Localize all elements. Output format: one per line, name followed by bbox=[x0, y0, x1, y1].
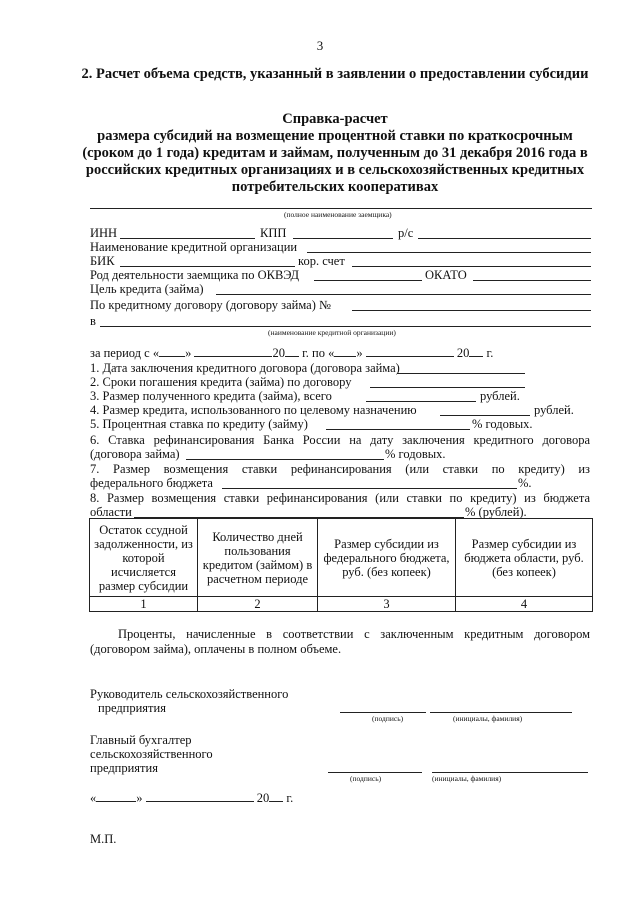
contract-label: По кредитному договору (договору займа) № bbox=[90, 298, 331, 312]
period-year1-field[interactable] bbox=[285, 346, 299, 357]
accountant-sign-caption: (подпись) bbox=[350, 774, 382, 783]
period-line bbox=[90, 346, 493, 360]
period-quote1: » bbox=[185, 346, 192, 360]
period-month2-field[interactable] bbox=[366, 346, 454, 357]
kor-field[interactable] bbox=[352, 266, 591, 267]
okato-field[interactable] bbox=[473, 280, 591, 281]
kpp-label: КПП bbox=[260, 226, 287, 240]
head-title-1: Руководитель сельскохозяйственного bbox=[90, 687, 289, 701]
column-number: 3 bbox=[318, 597, 456, 612]
stamp-place: М.П. bbox=[90, 832, 117, 846]
item-7-unit: %. bbox=[518, 476, 532, 490]
purpose-label: Цель кредита (займа) bbox=[90, 282, 204, 296]
interest-paid-note: Проценты, начисленные в соответствии с заключенным кредитным договором (договором займа), оплачены в полном объеме. bbox=[90, 627, 590, 656]
period-suffix: г. bbox=[486, 346, 494, 360]
title-line-1: Справка-расчет bbox=[282, 111, 388, 127]
item-6-unit: % годовых. bbox=[385, 447, 446, 461]
bik-field[interactable] bbox=[120, 266, 295, 267]
period-month1-field[interactable] bbox=[194, 346, 272, 357]
kpp-field[interactable] bbox=[293, 238, 393, 239]
head-signature-field[interactable] bbox=[340, 712, 426, 713]
okved-label: Род деятельности заемщика по ОКВЭД bbox=[90, 268, 300, 282]
item-4-field[interactable] bbox=[440, 415, 530, 416]
period-prefix: за период с « bbox=[90, 346, 160, 360]
item-8: 8. Размер возмещения ставки рефинансирования (или ставки по кредиту) из бюджета bbox=[90, 491, 590, 505]
date-year: 20 bbox=[256, 791, 270, 805]
accountant-name-field[interactable] bbox=[432, 772, 588, 773]
item-3-unit: рублей. bbox=[480, 389, 520, 403]
item-7: 7. Размер возмещения ставки рефинансирования (или ставки по кредиту) из bbox=[90, 462, 590, 476]
item-8-cont: области bbox=[90, 505, 132, 519]
accountant-title-1: Главный бухгалтер bbox=[90, 733, 192, 747]
date-year-field[interactable] bbox=[269, 791, 283, 802]
item-2: 2. Сроки погашения кредита (займа) по договору bbox=[90, 375, 352, 389]
inn-field[interactable] bbox=[120, 238, 255, 239]
period-year2-field[interactable] bbox=[469, 346, 483, 357]
date-quote-close: » bbox=[136, 791, 143, 805]
subsidy-table bbox=[89, 518, 593, 612]
column-number: 2 bbox=[198, 597, 318, 612]
item-5: 5. Процентная ставка по кредиту (займу) bbox=[90, 417, 308, 431]
accountant-title-2: сельскохозяйственного bbox=[90, 747, 213, 761]
borrower-name-line[interactable] bbox=[90, 208, 592, 209]
period-mid: г. по « bbox=[302, 346, 335, 360]
credit-org-name-field[interactable] bbox=[100, 326, 591, 327]
header-loan-balance: Остаток ссудной задолженности, из которой исчисляется размер субсидии bbox=[90, 519, 198, 597]
contract-field[interactable] bbox=[352, 310, 591, 311]
accountant-title-3: предприятия bbox=[90, 761, 158, 775]
head-sign-caption: (подпись) bbox=[372, 714, 404, 723]
accountant-name-caption: (инициалы, фамилия) bbox=[432, 774, 502, 783]
column-number: 1 bbox=[90, 597, 198, 612]
item-4-unit: рублей. bbox=[534, 403, 574, 417]
item-6: 6. Ставка рефинансирования Банка России на дату заключения кредитного договора bbox=[90, 433, 590, 447]
section-heading: 2. Расчет объема средств, указанный в заявлении о предоставлении субсидии bbox=[81, 66, 589, 82]
rs-field[interactable] bbox=[418, 238, 591, 239]
item-5-unit: % годовых. bbox=[472, 417, 533, 431]
accountant-signature-field[interactable] bbox=[328, 772, 422, 773]
header-federal-subsidy: Размер субсидии из федерального бюджета, руб. (без копеек) bbox=[318, 519, 456, 597]
item-7-field[interactable] bbox=[222, 488, 517, 489]
credit-org-field[interactable] bbox=[307, 252, 591, 253]
period-year2: 20 bbox=[456, 346, 470, 360]
period-day2-field[interactable] bbox=[334, 346, 356, 357]
item-4: 4. Размер кредита, использованного по целевому назначению bbox=[90, 403, 417, 417]
signature-date bbox=[90, 791, 293, 805]
okato-label: ОКАТО bbox=[425, 268, 467, 282]
in-label: в bbox=[90, 314, 96, 328]
bik-label: БИК bbox=[90, 254, 115, 268]
okved-field[interactable] bbox=[314, 280, 422, 281]
date-month-field[interactable] bbox=[146, 791, 254, 802]
period-year1: 20 bbox=[272, 346, 285, 360]
date-quote-open: « bbox=[90, 791, 97, 805]
item-1-field[interactable] bbox=[397, 373, 525, 374]
item-3-field[interactable] bbox=[366, 401, 476, 402]
period-day1-field[interactable] bbox=[159, 346, 185, 357]
page-number: 3 bbox=[316, 38, 324, 53]
date-suffix: г. bbox=[286, 791, 294, 805]
borrower-caption: (полное наименование заемщика) bbox=[284, 210, 392, 219]
item-6-field[interactable] bbox=[186, 459, 384, 460]
credit-org-caption: (наименование кредитной организации) bbox=[268, 328, 396, 337]
kor-label: кор. счет bbox=[298, 254, 345, 268]
item-7-cont: федерального бюджета bbox=[90, 476, 213, 490]
head-title-2: предприятия bbox=[98, 701, 166, 715]
item-8-unit: % (рублей). bbox=[465, 505, 527, 519]
period-quote2: » bbox=[356, 346, 363, 360]
item-5-field[interactable] bbox=[326, 429, 470, 430]
document-title bbox=[80, 111, 590, 196]
item-3: 3. Размер полученного кредита (займа), всего bbox=[90, 389, 332, 403]
item-6-cont: (договора займа) bbox=[90, 447, 180, 461]
header-days: Количество дней пользования кредитом (займом) в расчетном периоде bbox=[198, 519, 318, 597]
title-line-2: размера субсидий на возмещение процентной ставки по краткосрочным (сроком до 1 года) кредитам и займам, полученным до 31 декабря 2016 года в российских кредитных организациях и в сельскохозяйственных кредитных потребительских кооперативах bbox=[82, 128, 588, 195]
purpose-field[interactable] bbox=[216, 294, 591, 295]
header-regional-subsidy: Размер субсидии из бюджета области, руб. (без копеек) bbox=[456, 519, 593, 597]
item-1: 1. Дата заключения кредитного договора (договора займа) bbox=[90, 361, 400, 375]
head-name-field[interactable] bbox=[430, 712, 572, 713]
date-day-field[interactable] bbox=[96, 791, 136, 802]
credit-org-label: Наименование кредитной организации bbox=[90, 240, 298, 254]
inn-label: ИНН bbox=[90, 226, 118, 240]
head-name-caption: (инициалы, фамилия) bbox=[453, 714, 523, 723]
column-number: 4 bbox=[456, 597, 593, 612]
rs-label: р/с bbox=[398, 226, 414, 240]
item-2-field[interactable] bbox=[370, 387, 525, 388]
